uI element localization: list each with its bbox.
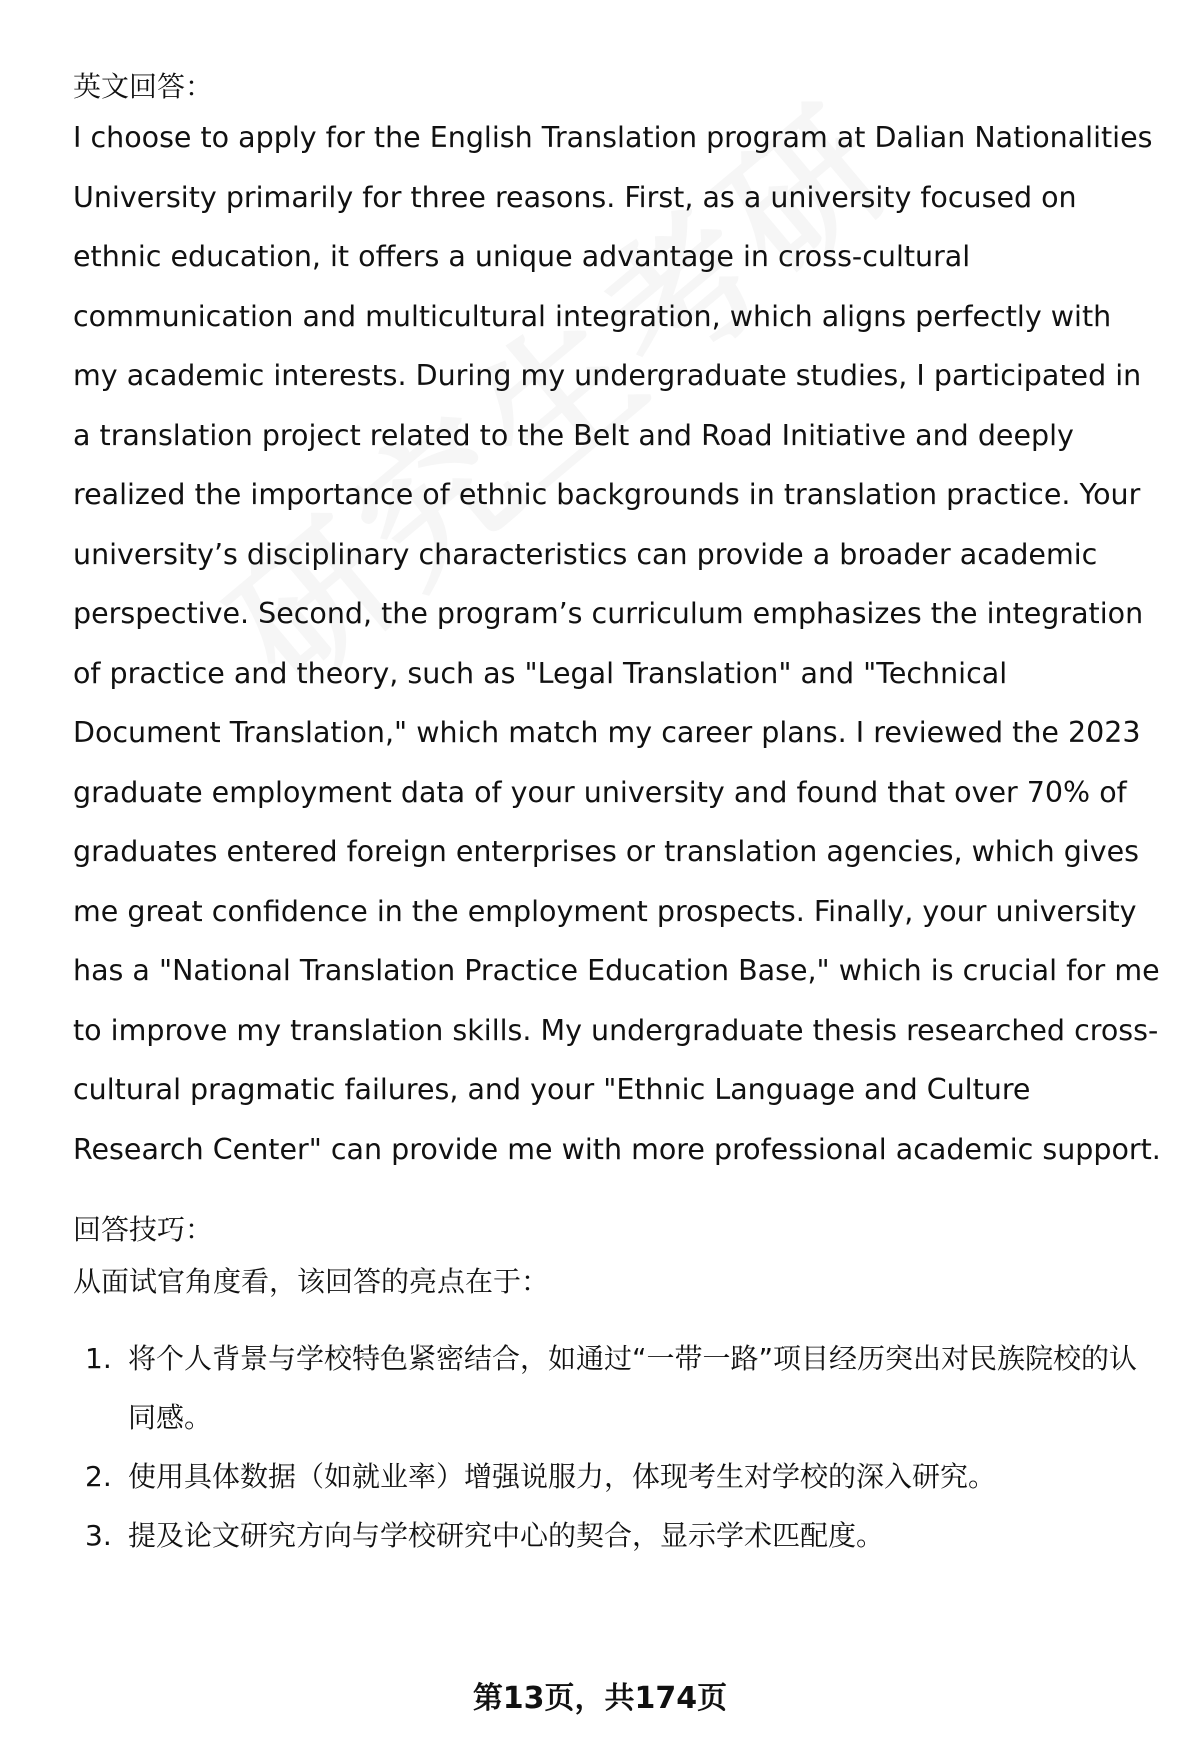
list-item-number: 1. — [85, 1342, 112, 1375]
list-item-text: 提及论文研究方向与学校研究中心的契合，显示学术匹配度。 — [128, 1519, 885, 1552]
list-item-text: 将个人背景与学校特色紧密结合，如通过“一带一路”项目经历突出对民族院校的认同感。 — [128, 1342, 1138, 1434]
english-answer-text: I choose to apply for the English Translation program at Dalian Nationalities University primarily for three reasons. First, as a university focused on ethnic education, it offers a unique advantage in cross-cultural communication and multicultural integration, which aligns perfectly with my academic interests. During my undergraduate studies, I participated in a translation project related to the Belt and Road Initiative and deeply realized the importance of ethnic backgrounds in translation practice. Your university’s disciplinary characteristics can provide a broader academic perspective. Second, the program’s curriculum emphasizes the integration of practice and theory, such as "Legal Translation" and "Technical Document Translation," which match my career plans. I reviewed the 2023 graduate employment data of your university and found that over 70% of graduates entered foreign enterprises or translation agencies, which gives me great confidence in the employment prospects. Finally, your university has a "National Translation Practice Education Base," which is crucial for me to improve my translation skills. My undergraduate thesis researched cross-cultural pragmatic failures, and your "Ethnic Language and Culture Research Center" can provide me with more professional academic support. — [73, 121, 1161, 1166]
tips-label: 回答技巧： — [73, 1213, 214, 1246]
tips-list — [73, 1329, 1163, 1565]
list-item — [73, 1447, 1163, 1506]
list-item-number: 2. — [85, 1460, 112, 1493]
list-item — [73, 1506, 1163, 1565]
list-item — [73, 1329, 1163, 1447]
page-number: 第13页，共174页 — [472, 1681, 728, 1716]
list-item-number: 3. — [85, 1519, 112, 1552]
page-content — [73, 66, 1163, 1565]
english-answer-label: 英文回答： — [73, 70, 214, 103]
list-item-text: 使用具体数据（如就业率）增强说服力，体现考生对学校的深入研究。 — [128, 1460, 997, 1493]
tips-lead: 从面试官角度看，该回答的亮点在于： — [73, 1265, 550, 1298]
